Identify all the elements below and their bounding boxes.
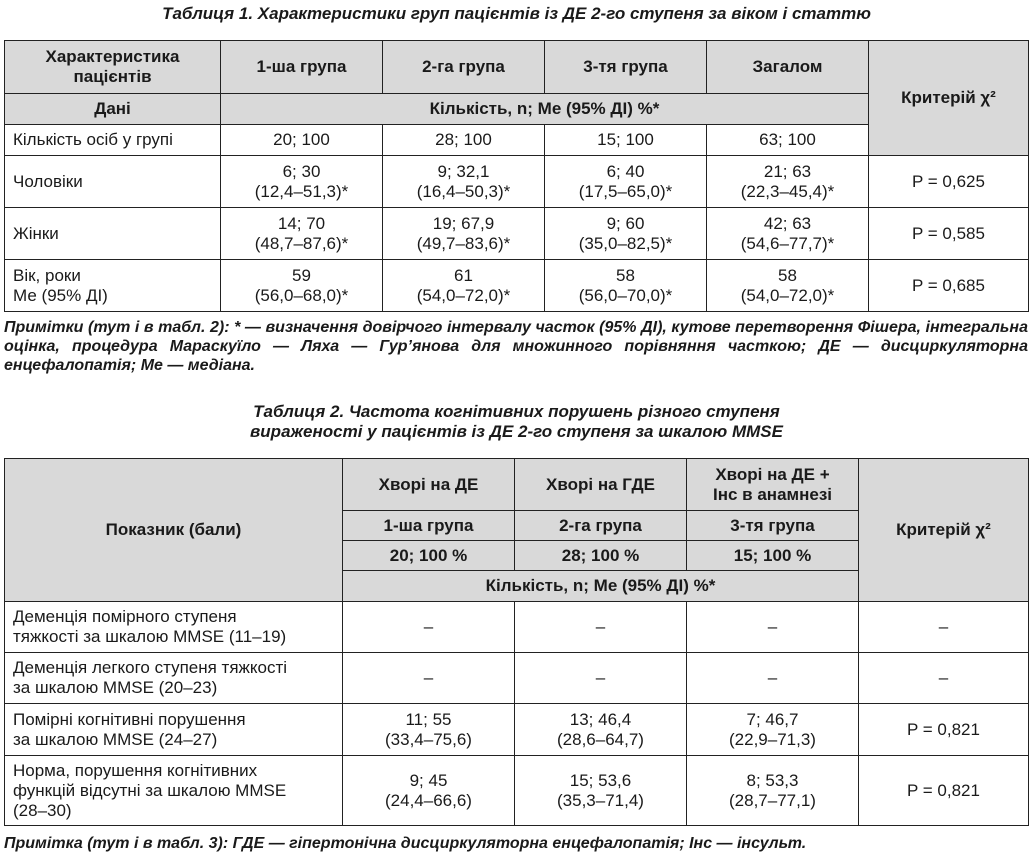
- table2-header-count-3: 15; 100 %: [687, 541, 859, 571]
- table-cell: –: [343, 653, 515, 704]
- table-cell: –: [687, 602, 859, 653]
- p-value: P = 0,821: [859, 704, 1029, 756]
- table1-header-group-1: 1-ша група: [221, 41, 383, 94]
- table-row: [5, 756, 1029, 826]
- row-label: Чоловіки: [5, 156, 221, 208]
- row-label: Помірні когнітивні порушення за шкалою MMSE (24–27): [5, 704, 343, 756]
- table-cell: 59 (56,0–68,0)*: [221, 260, 383, 312]
- table-row: [5, 602, 1029, 653]
- table-row: [5, 704, 1029, 756]
- row-label: Деменція легкого ступеня тяжкості за шкалою MMSE (20–23): [5, 653, 343, 704]
- table1-note: Примітки (тут і в табл. 2): * — визначення довірчого інтервалу часток (95% ДІ), кутове перетворення Фішера, інтегральна оцінка, процедура Мараскуїло — Ляха — Гур’янова для множинного порівняння часткою; ДЕ — дисциркуляторна енцефалопатія; Ме — медіана.: [4, 319, 1028, 374]
- p-value: P = 0,585: [869, 208, 1029, 260]
- row-label: Деменція помірного ступеня тяжкості за шкалою MMSE (11–19): [5, 602, 343, 653]
- table2: [4, 458, 1029, 826]
- table-cell: 9; 60 (35,0–82,5)*: [545, 208, 707, 260]
- table1-header-characteristic: Характеристика пацієнтів: [5, 41, 221, 94]
- row-label: Кількість осіб у групі: [5, 125, 221, 156]
- table-row: [5, 208, 1029, 260]
- table-cell: 20; 100: [221, 125, 383, 156]
- table-cell: 6; 30 (12,4–51,3)*: [221, 156, 383, 208]
- table-cell: –: [687, 653, 859, 704]
- table1-header-total: Загалом: [707, 41, 869, 94]
- table-cell: 14; 70 (48,7–87,6)*: [221, 208, 383, 260]
- table-cell: 15; 53,6 (35,3–71,4): [515, 756, 687, 826]
- p-value: P = 0,821: [859, 756, 1029, 826]
- table2-header-indicator: Показник (бали): [5, 459, 343, 602]
- table2-header-group-3: 3-тя група: [687, 511, 859, 541]
- table-cell: 6; 40 (17,5–65,0)*: [545, 156, 707, 208]
- table2-header-criterion: Критерій χ²: [859, 459, 1029, 602]
- table-cell: 58 (56,0–70,0)*: [545, 260, 707, 312]
- table2-header-group-1: 1-ша група: [343, 511, 515, 541]
- table-cell: 61 (54,0–72,0)*: [383, 260, 545, 312]
- table2-header-patients-gde: Хворі на ГДЕ: [515, 459, 687, 511]
- table2-header-count-2: 28; 100 %: [515, 541, 687, 571]
- table1: [4, 40, 1029, 312]
- table-cell: 15; 100: [545, 125, 707, 156]
- table-cell: 11; 55 (33,4–75,6): [343, 704, 515, 756]
- table-cell: 21; 63 (22,3–45,4)*: [707, 156, 869, 208]
- table-cell: 19; 67,9 (49,7–83,6)*: [383, 208, 545, 260]
- table-cell: 8; 53,3 (28,7–77,1): [687, 756, 859, 826]
- table1-header-group-2: 2-га група: [383, 41, 545, 94]
- table-cell: –: [515, 602, 687, 653]
- table2-header-count-1: 20; 100 %: [343, 541, 515, 571]
- table-cell: 42; 63 (54,6–77,7)*: [707, 208, 869, 260]
- row-label: Вік, роки Ме (95% ДІ): [5, 260, 221, 312]
- p-value: –: [859, 653, 1029, 704]
- table-cell: 63; 100: [707, 125, 869, 156]
- p-value: P = 0,625: [869, 156, 1029, 208]
- table-row: [5, 260, 1029, 312]
- table2-header-patients-de: Хворі на ДЕ: [343, 459, 515, 511]
- table-cell: 58 (54,0–72,0)*: [707, 260, 869, 312]
- table1-header-data: Дані: [5, 94, 221, 125]
- table2-header-patients-de-ins: Хворі на ДЕ + Інс в анамнезі: [687, 459, 859, 511]
- table1-header-quantity: Кількість, n; Ме (95% ДІ) %*: [221, 94, 869, 125]
- row-label: Жінки: [5, 208, 221, 260]
- table-row: [5, 653, 1029, 704]
- table2-note: Примітка (тут і в табл. 3): ГДЕ — гіпертонічна дисциркуляторна енцефалопатія; Інс — інсульт.: [4, 835, 807, 852]
- table2-header-quantity: Кількість, n; Ме (95% ДІ) %*: [343, 571, 859, 602]
- table-cell: 9; 45 (24,4–66,6): [343, 756, 515, 826]
- table-cell: –: [515, 653, 687, 704]
- table-cell: 28; 100: [383, 125, 545, 156]
- p-value: P = 0,685: [869, 260, 1029, 312]
- p-value: –: [859, 602, 1029, 653]
- table-cell: 7; 46,7 (22,9–71,3): [687, 704, 859, 756]
- table-cell: 13; 46,4 (28,6–64,7): [515, 704, 687, 756]
- table-cell: 9; 32,1 (16,4–50,3)*: [383, 156, 545, 208]
- table1-caption: Таблиця 1. Характеристики груп пацієнтів із ДЕ 2-го ступеня за віком і статтю: [162, 4, 871, 23]
- table2-header-group-2: 2-га група: [515, 511, 687, 541]
- table-row: [5, 156, 1029, 208]
- table2-caption: Таблиця 2. Частота когнітивних порушень різного ступеня вираженості у пацієнтів із ДЕ 2-го ступеня за шкалою MMSE: [250, 402, 783, 441]
- table1-header-group-3: 3-тя група: [545, 41, 707, 94]
- row-label: Норма, порушення когнітивних функцій відсутні за шкалою MMSE (28–30): [5, 756, 343, 826]
- table-cell: –: [343, 602, 515, 653]
- table1-header-criterion: Критерій χ²: [869, 41, 1029, 156]
